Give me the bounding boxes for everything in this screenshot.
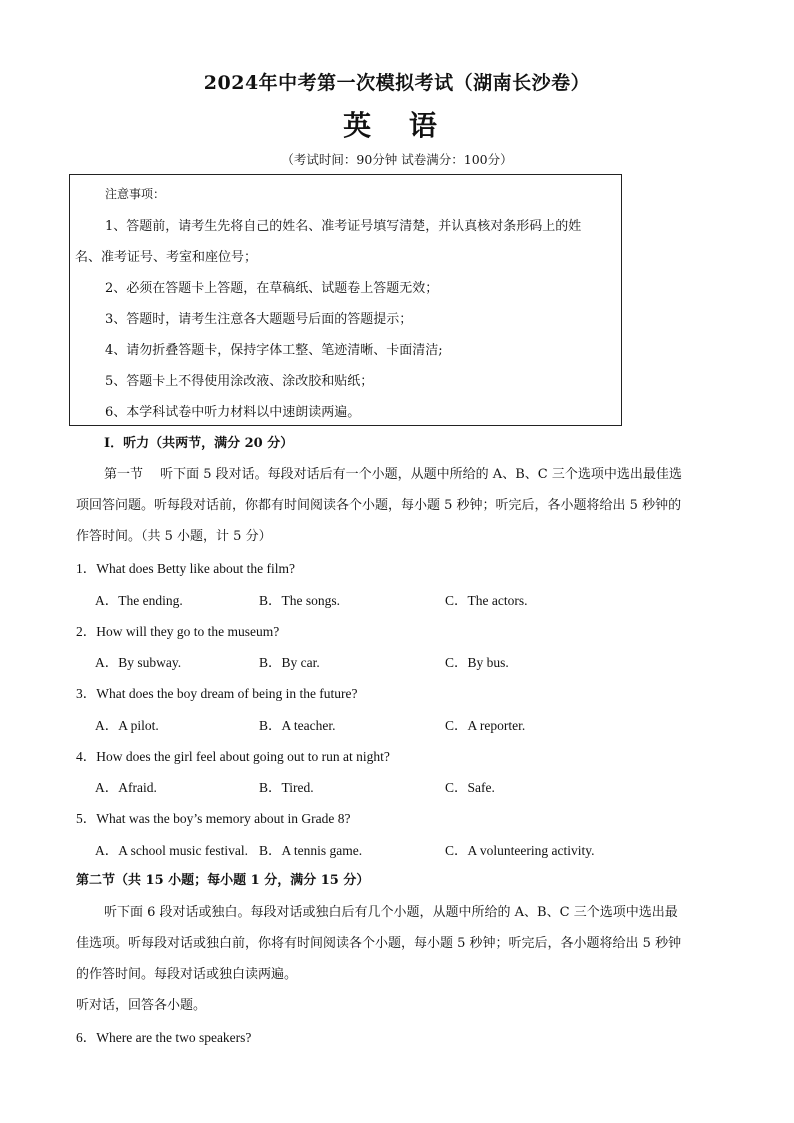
notice-item-6: 6、本学科试卷中听力材料以中速朗读两遍。 <box>105 405 361 420</box>
q4-option-b: B．Tired. <box>259 780 314 795</box>
question-2: 2．How will they go to the museum? <box>76 624 280 639</box>
question-6: 6．Where are the two speakers? <box>76 1030 252 1045</box>
part1-line1: 第一节 听下面 5 段对话。每段对话后有一个小题，从题中所给的 A、B、C 三个选项中选出最佳选 <box>104 467 682 482</box>
question-5: 5．What was the boy’s memory about in Grade 8? <box>76 811 351 826</box>
part1-line3: 作答时间。（共 5 小题，计 5 分） <box>76 529 272 544</box>
q3-option-c: C．A reporter. <box>445 718 526 733</box>
q1-option-a: A．The ending. <box>95 593 183 608</box>
part2-title: 第二节（共 15 小题；每小题 1 分，满分 15 分） <box>76 873 370 888</box>
q2-option-c: C．By bus. <box>445 655 509 670</box>
q3-option-a: A．A pilot. <box>95 718 159 733</box>
part2-line1: 听下面 6 段对话或独白。每段对话或独白后有几个小题，从题中所给的 A、B、C 三个选项中选出最 <box>104 905 678 920</box>
part2-instruction: 听对话，回答各小题。 <box>76 998 207 1013</box>
q5-option-c: C．A volunteering activity. <box>445 843 595 858</box>
section1-title: I．听力（共两节，满分 20 分） <box>104 436 294 451</box>
q5-option-a: A．A school music festival. <box>95 843 248 858</box>
exam-info: （考试时间：90分钟 试卷满分：100分） <box>281 152 513 167</box>
q5-option-b: B．A tennis game. <box>259 843 363 858</box>
exam-title: 2024年中考第一次模拟考试（湖南长沙卷） <box>203 72 591 94</box>
notice-item-4: 4、请勿折叠答题卡，保持字体工整、笔迹清晰、卡面清洁; <box>105 343 443 358</box>
q1-option-c: C．The actors. <box>445 593 528 608</box>
q3-option-b: B．A teacher. <box>259 718 336 733</box>
notice-heading: 注意事项： <box>105 187 166 201</box>
question-3: 3．What does the boy dream of being in the future? <box>76 686 358 701</box>
question-4: 4．How does the girl feel about going out to run at night? <box>76 749 390 764</box>
q1-option-b: B．The songs. <box>259 593 340 608</box>
q2-option-b: B．By car. <box>259 655 320 670</box>
notice-item-5: 5、答题卡上不得使用涂改液、涂改胶和贴纸； <box>105 374 374 389</box>
notice-item-3: 3、答题时，请考生注意各大题题号后面的答题提示； <box>105 312 413 327</box>
notice-item-1b: 名、准考证号、考室和座位号； <box>75 250 258 265</box>
question-1: 1．What does Betty like about the film? <box>76 561 295 576</box>
part1-line2: 项回答问题。听每段对话前，你都有时间阅读各个小题，每小题 5 秒钟；听完后，各小题将给出 5 秒钟的 <box>76 498 682 513</box>
q4-option-a: A．Afraid. <box>95 780 157 795</box>
notice-item-2: 2、必须在答题卡上答题，在草稿纸、试题卷上答题无效； <box>105 281 439 296</box>
q2-option-a: A．By subway. <box>95 655 182 670</box>
part2-line3: 的作答时间。每段对话或独白读两遍。 <box>76 967 298 982</box>
notice-box <box>69 174 622 426</box>
part2-line2: 佳选项。听每段对话或独白前，你将有时间阅读各个小题，每小题 5 秒钟；听完后，各小题将给出 5 秒钟 <box>76 936 682 951</box>
notice-item-1a: 1、答题前，请考生先将自己的姓名、准考证号填写清楚，并认真核对条形码上的姓 <box>105 219 582 234</box>
subject-title: 英 语 <box>343 109 451 142</box>
q4-option-c: C．Safe. <box>445 780 495 795</box>
